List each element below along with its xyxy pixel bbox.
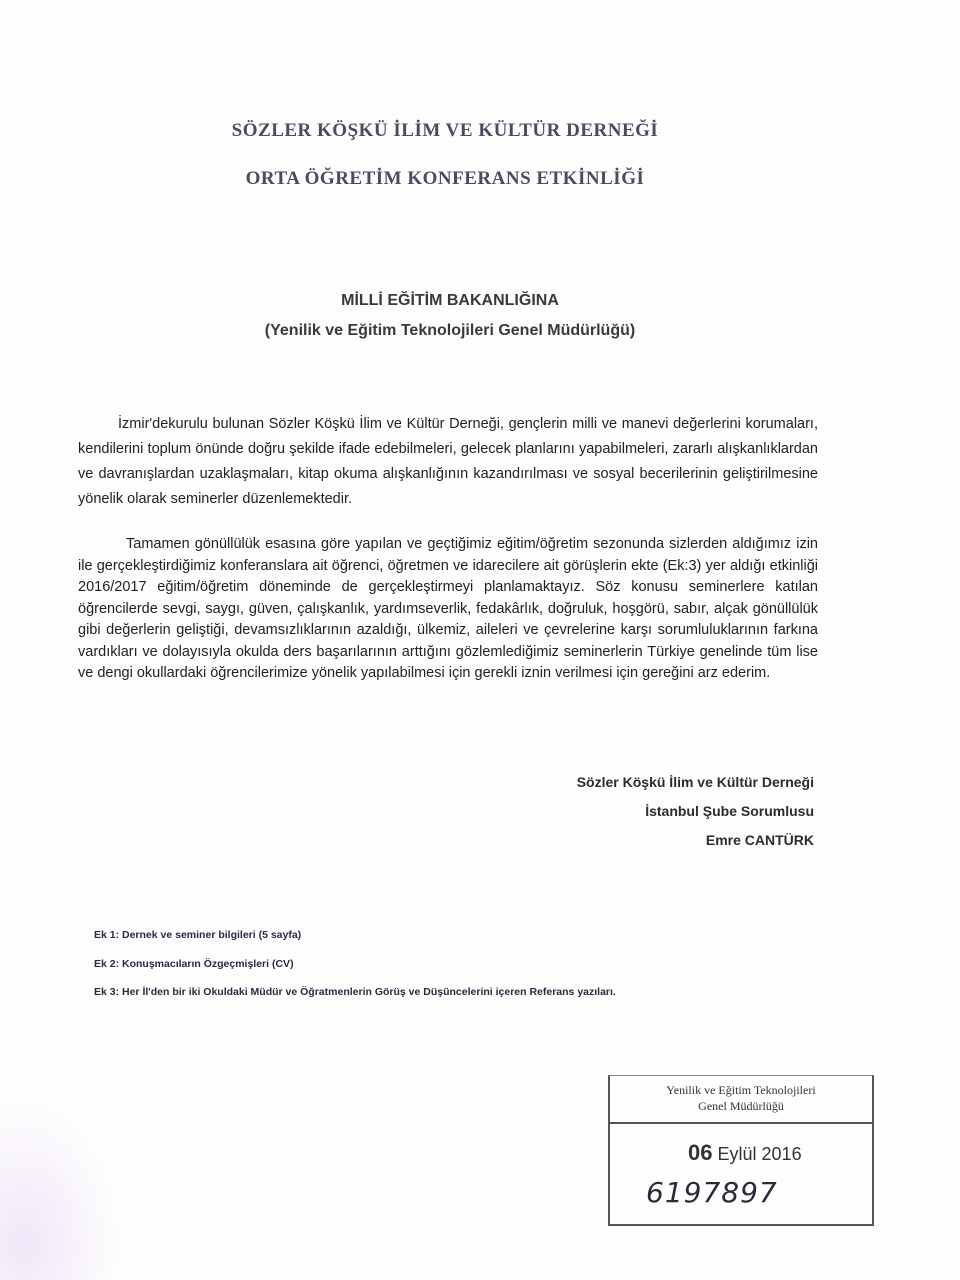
attachment-1: Ek 1: Dernek ve seminer bilgileri (5 sayfa) <box>94 929 302 941</box>
attachment-2: Ek 2: Konuşmacıların Özgeçmişleri (CV) <box>94 958 294 970</box>
body-paragraph-1: İzmir'dekurulu bulunan Sözler Köşkü İlim ve Kültür Derneği, gençlerin milli ve manevi değerlerini korumaları, kendilerini toplum önünde doğru şekilde ifade edebilmeleri, gelecek planlarını yapabilmeleri, zararlı alışkanlıklardan ve davranışlardan uzaklaşmaları, kitap okuma alışkanlığının kazandırılması ve sosyal becerilerinin geliştirilmesine yönelik olarak seminerler düzenlemektedir. <box>78 416 818 507</box>
stamp-year: 2016 <box>761 1144 802 1164</box>
recipient-department: (Yenilik ve Eğitim Teknolojileri Genel Müdürlüğü) <box>264 322 636 339</box>
receipt-stamp <box>608 1075 874 1226</box>
event-title: ORTA ÖĞRETİM KONFERANS ETKİNLİĞİ <box>245 168 645 189</box>
stamp-line-1: Yenilik ve Eğitim Teknolojileri <box>666 1083 816 1097</box>
signature-name: Emre CANTÜRK <box>705 832 814 848</box>
stamp-number: 6197897 <box>646 1176 778 1209</box>
signature-organization: Sözler Köşkü İlim ve Kültür Derneği <box>576 774 814 790</box>
stamp-month: Eylül <box>717 1144 757 1164</box>
stamp-day: 06 <box>688 1140 713 1165</box>
attachment-3: Ek 3: Her İl'den bir iki Okuldaki Müdür ve Öğratmenlerin Görüş ve Düşüncelerini içeren Referans yazıları. <box>94 986 616 998</box>
recipient-ministry: MİLLİ EĞİTİM BAKANLIĞINA <box>341 292 559 309</box>
stamp-line-2: Genel Müdürlüğü <box>698 1099 784 1113</box>
organization-title: SÖZLER KÖŞKÜ İLİM VE KÜLTÜR DERNEĞİ <box>231 120 659 141</box>
stamp-header <box>610 1076 872 1124</box>
scan-blemish <box>0 1100 120 1280</box>
stamp-date <box>688 1140 802 1166</box>
body-paragraph-2: Tamamen gönüllülük esasına göre yapılan ve geçtiğimiz eğitim/öğretim sezonunda sizlerden aldığımız izin ile gerçekleştirdiğimiz konferanslara ait öğrenci, öğretmen ve idarecilere ait görüşlerin ekte (Ek:3) yer aldığı etkinliği 2016/2017 eğitim/öğretim döneminde de gerçekleştirmeyi planlamaktayız. Söz konusu seminerlere katılan öğrencilerde sevgi, saygı, güven, çalışkanlık, yardımseverlik, fedakârlık, doğruluk, hoşgörü, sabır, alçak gönüllülük gibi değerlerin geliştiği, devamsızlıklarının azaldığı, ülkemiz, aileleri ve çevrelerine karşı sorumluluklarının farkına vardıkları ve dolayısıyla okulda ders başarılarının arttığını gözlemlediğimiz seminerlerin Türkiye genelinde tüm lise ve dengi okullardaki öğrencilerimize yönelik yapılabilmesi için gerekli iznin verilmesi için gereğini arz ederim. <box>78 536 818 681</box>
signature-role: İstanbul Şube Sorumlusu <box>645 803 814 819</box>
